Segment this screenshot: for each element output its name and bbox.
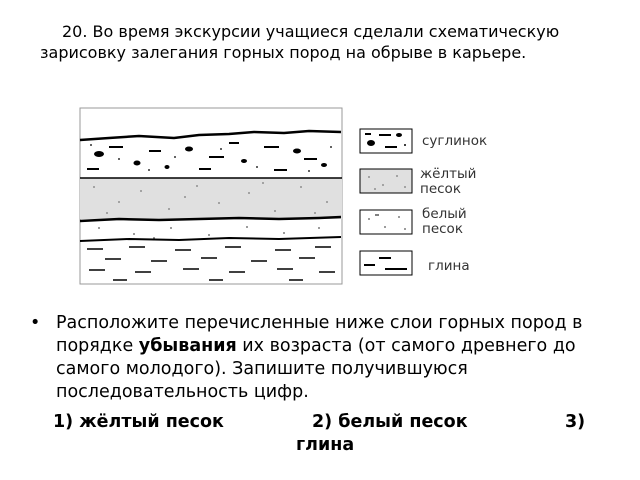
option-clay-number: 3) [565, 412, 586, 432]
yellow-sand-layer [80, 178, 342, 221]
legend-loam [360, 129, 487, 153]
task-statement: 20. Во время экскурсии учащиеся сделали схематическую зарисовку залегания горных пород на обрыве в карьере. [40, 22, 560, 62]
question-block [30, 312, 590, 404]
legend-white-sand-swatch [360, 210, 412, 234]
question-text [56, 312, 590, 404]
question-text-end: их возраста (от самого древнего до самого молодого). Запишите получившуюся последовательность цифр. [56, 336, 576, 402]
bullet-marker: • [30, 313, 41, 333]
legend-white-sand-label-1: белый [422, 206, 467, 222]
legend-clay-swatch [360, 251, 412, 275]
legend-clay [360, 251, 470, 275]
question-key-word: убывания [138, 336, 237, 356]
option-white-sand: 2) белый песок [312, 412, 468, 432]
option-clay-text: глина [296, 435, 355, 455]
question-text-start: Расположите перечисленные ниже слои горных пород в порядке [56, 313, 583, 356]
legend-white-sand [360, 206, 467, 237]
option-yellow-sand: 1) жёлтый песок [53, 412, 224, 432]
legend-yellow-sand-label-1: жёлтый [420, 166, 477, 182]
legend-yellow-sand-swatch [360, 169, 412, 193]
legend-loam-label: суглинок [422, 133, 488, 149]
legend-yellow-sand [360, 166, 476, 197]
legend-yellow-sand-label-2: песок [420, 181, 461, 197]
legend-white-sand-label-2: песок [422, 221, 463, 237]
legend-loam-swatch [360, 129, 412, 153]
rock-layers-figure [79, 107, 489, 287]
legend-clay-label: глина [428, 258, 470, 274]
